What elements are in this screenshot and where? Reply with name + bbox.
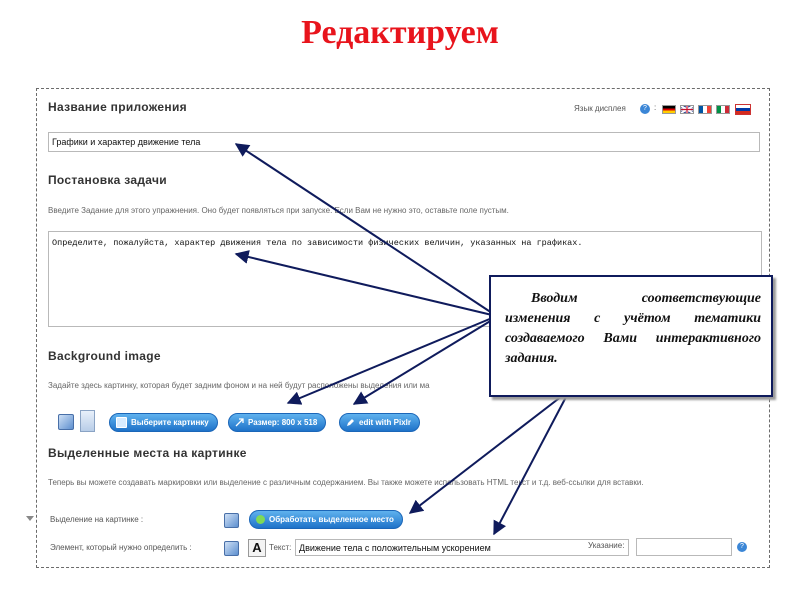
- element-label: Элемент, который нужно определить :: [50, 543, 192, 552]
- plus-icon: [256, 515, 265, 524]
- hotspots-hint: Теперь вы можете создавать маркировки или выделение с различным содержанием. Вы также можете использовать HTML текст и т.д. веб-ссылки для вставки.: [48, 478, 644, 487]
- edit-with-pixlr-button[interactable]: [339, 413, 420, 432]
- text-input[interactable]: Движение тела с положительным ускорением: [295, 539, 629, 556]
- image-library-icon[interactable]: [58, 414, 74, 430]
- slide-title: Редактируем: [301, 14, 499, 51]
- task-heading: Постановка задачи: [48, 173, 167, 187]
- help-icon-secondary[interactable]: ?: [737, 542, 747, 552]
- display-language-label: Язык дисплея: [574, 104, 626, 113]
- process-selection-label: Обработать выделенное место: [269, 515, 394, 524]
- text-label: Текст:: [269, 543, 292, 552]
- hint-label: Указание:: [588, 541, 625, 550]
- process-selection-button[interactable]: [249, 510, 403, 529]
- image-size-button[interactable]: [228, 413, 326, 432]
- hotspots-heading: Выделенные места на картинке: [48, 446, 247, 460]
- image-icon: [116, 417, 127, 428]
- resize-icon: [235, 418, 244, 427]
- choose-image-label: Выберите картинку: [131, 418, 209, 427]
- element-image-icon[interactable]: [224, 541, 239, 556]
- app-name-heading: Название приложения: [48, 100, 187, 114]
- hint-input[interactable]: [636, 538, 732, 556]
- selection-image-icon[interactable]: [224, 513, 239, 528]
- image-preview-icon: [80, 410, 95, 432]
- collapse-arrow-icon[interactable]: [26, 516, 34, 521]
- app-name-input[interactable]: Графики и характер движение тела: [48, 132, 760, 152]
- help-icon[interactable]: ?: [640, 104, 650, 114]
- choose-image-button[interactable]: [109, 413, 218, 432]
- pencil-icon: [346, 418, 355, 427]
- task-textarea[interactable]: Определите, пожалуйста, характер движения тела по зависимости физических величин, указанных на графиках.: [48, 231, 762, 327]
- flag-russian-icon[interactable]: [735, 104, 751, 115]
- callout-box: Вводим соответствующие изменения с учётом тематики создаваемого Вами интерактивного задания.: [489, 275, 773, 397]
- background-heading: Background image: [48, 349, 161, 363]
- text-type-icon[interactable]: A: [248, 539, 266, 557]
- display-language-colon: :: [654, 103, 657, 112]
- flag-german-icon[interactable]: [662, 105, 676, 114]
- flag-italian-icon[interactable]: [716, 105, 730, 114]
- selection-label: Выделение на картинке :: [50, 515, 144, 524]
- flag-french-icon[interactable]: [698, 105, 712, 114]
- background-hint: Задайте здесь картинку, которая будет задним фоном и на ней будут расположены выделения или ма: [48, 381, 430, 390]
- image-size-label: Размер: 800 x 518: [248, 418, 318, 427]
- task-hint: Введите Задание для этого упражнения. Оно будет появляться при запуске. Если Вам не нужно это, оставьте поле пустым.: [48, 206, 509, 215]
- edit-with-pixlr-label: edit with Pixlr: [359, 418, 412, 427]
- flag-uk-icon[interactable]: [680, 105, 694, 114]
